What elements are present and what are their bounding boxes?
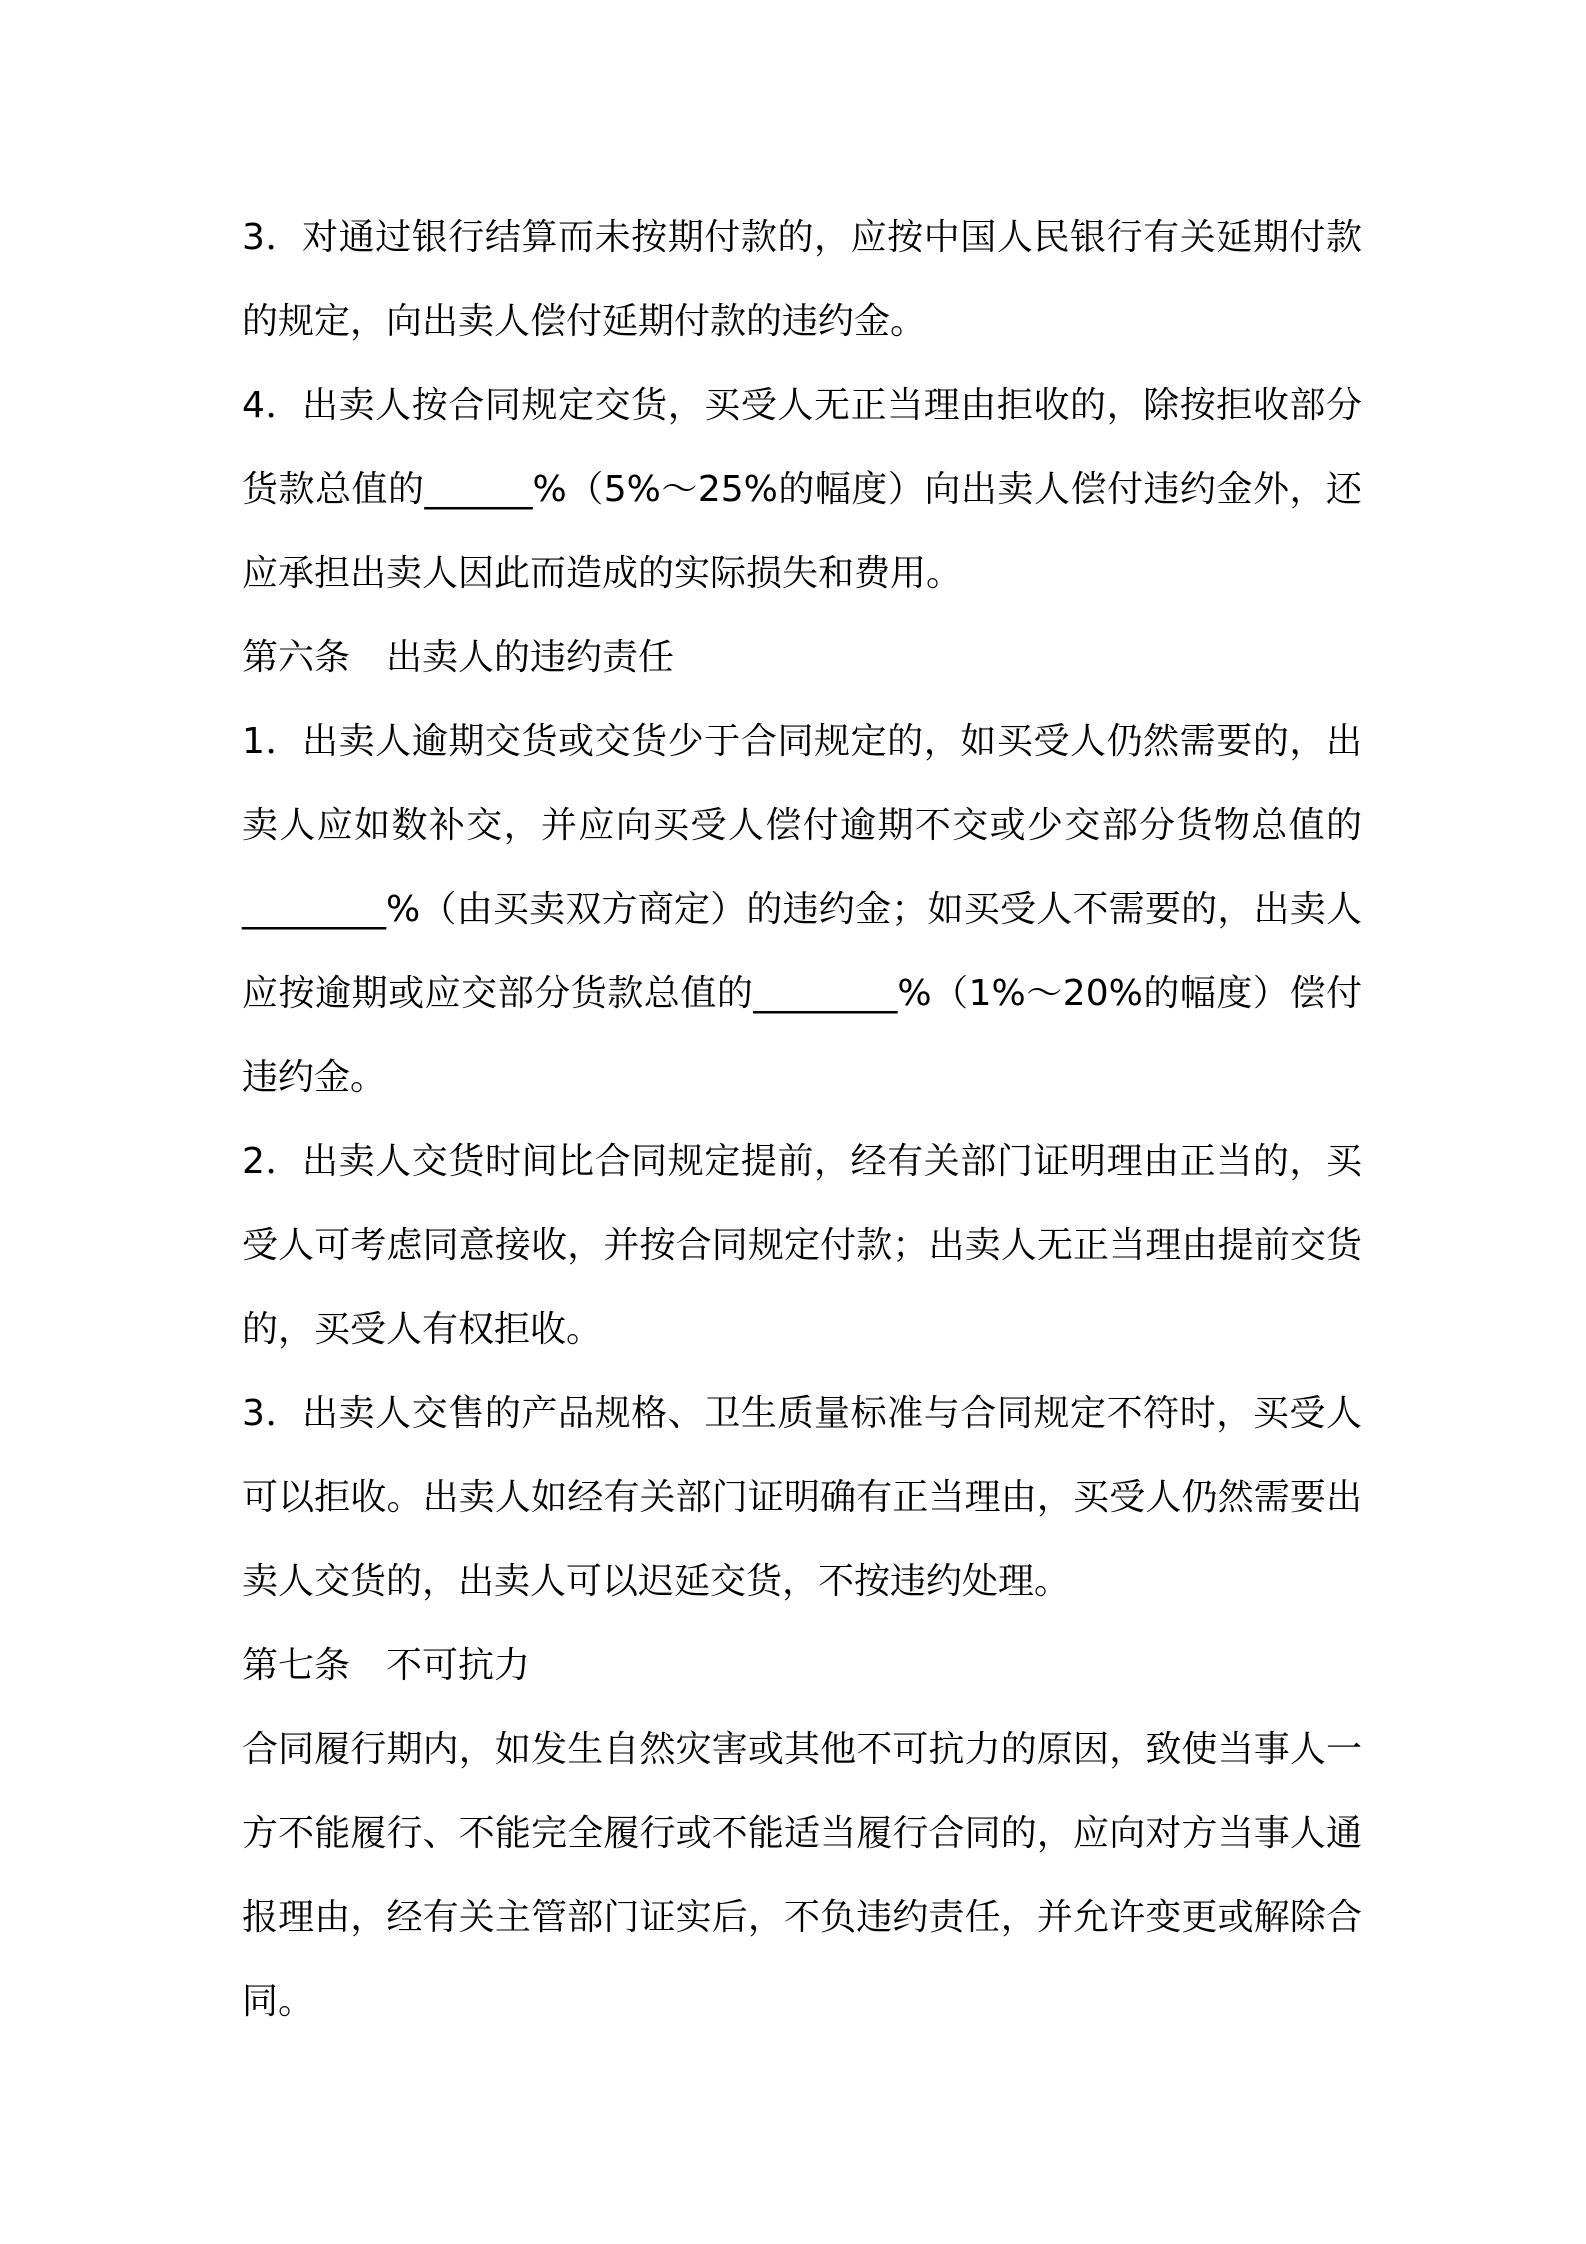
clause-5-item-4: 4．出卖人按合同规定交货，买受人无正当理由拒收的，除按拒收部分货款总值的______%（5%～25%的幅度）向出卖人偿付违约金外，还应承担出卖人因此而造成的实际损失和费用。 xyxy=(242,385,1362,594)
clause-5-item-3: 3．对通过银行结算而未按期付款的，应按中国人民银行有关延期付款的规定，向出卖人偿付延期付款的违约金。 xyxy=(242,217,1362,342)
clause-7-body: 合同履行期内，如发生自然灾害或其他不可抗力的原因，致使当事人一方不能履行、不能完全履行或不能适当履行合同的，应向对方当事人通报理由，经有关主管部门证实后，不负违约责任，并允许变更或解除合同。 xyxy=(242,1729,1362,2022)
clause-6-item-2: 2．出卖人交货时间比合同规定提前，经有关部门证明理由正当的，买受人可考虑同意接收，并按合同规定付款；出卖人无正当理由提前交货的，买受人有权拒收。 xyxy=(242,1141,1362,1350)
article-6-heading: 第六条 出卖人的违约责任 xyxy=(242,637,675,678)
document-body xyxy=(242,196,1362,2044)
article-7-heading: 第七条 不可抗力 xyxy=(242,1645,531,1686)
clause-6-item-1: 1．出卖人逾期交货或交货少于合同规定的，如买受人仍然需要的，出卖人应如数补交，并应向买受人偿付逾期不交或少交部分货物总值的________%（由买卖双方商定）的违约金；如买受人不需要的，出卖人应按逾期或应交部分货款总值的________%（1%～20%的幅度）偿付违约金。 xyxy=(242,721,1362,1098)
clause-6-item-3: 3．出卖人交售的产品规格、卫生质量标准与合同规定不符时，买受人可以拒收。出卖人如经有关部门证明确有正当理由，买受人仍然需要出卖人交货的，出卖人可以迟延交货，不按违约处理。 xyxy=(242,1393,1362,1602)
